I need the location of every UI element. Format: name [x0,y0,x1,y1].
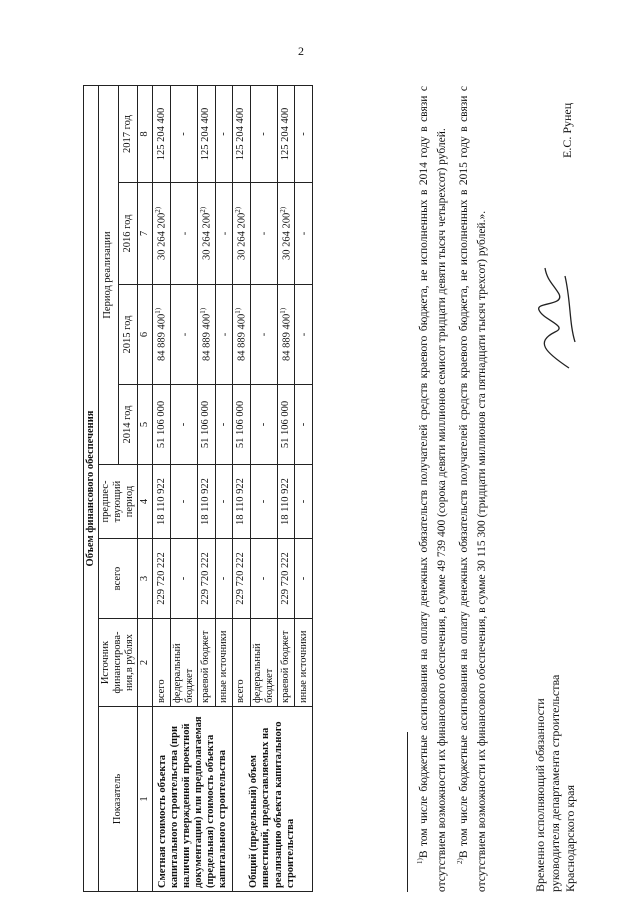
year-2015-cell [250,285,277,385]
cell-value: - [258,231,270,236]
footnote-ref: 2) [199,206,207,213]
financing-table [83,85,313,892]
table-title: Объем финансового обеспечения [84,85,99,891]
cell-value: - [217,499,229,504]
previous-period-cell [277,465,295,539]
footnote-text: В том числе бюджетные ассигнования на оплату денежных обязательств получателей средств краевого бюджета, не исполненных в 2015 году в связи с отсутствием возможности их финансового обеспечения, в сумме 30 115 300 (тридцати миллионов ста пятнадцати тысяч трехсот) рублей.». [457,86,488,892]
cell-value: иные источники [217,630,229,703]
cell-value: - [219,231,231,236]
cell-value: - [219,332,231,337]
column-number: 5 [138,385,153,465]
header-year: 2014 год [118,385,138,465]
cell-value: - [217,132,229,136]
year-2016-cell [198,183,216,285]
total-cell [233,539,251,619]
year-2015-cell [215,285,233,385]
year-2017-cell [233,85,251,182]
year-2017-cell [153,85,171,182]
cell-value: 30 264 200 [281,212,293,261]
year-2016-cell [295,183,313,285]
cell-value: 84 889 400 [156,313,168,362]
year-2015-cell [277,285,295,385]
column-number: 1 [138,707,153,892]
total-cell [295,539,313,619]
cell-value: 125 204 400 [280,107,292,161]
footnote-ref: 2) [234,206,243,213]
column-number-row [138,85,153,891]
indicator-cell: Общий (предельный) объем инвестиций, предоставляемых на реализацию объекта капитального строительства [233,707,313,892]
year-2017-cell [277,85,295,182]
cell-value: - [297,132,309,136]
footnote-1 [411,86,451,892]
total-cell [153,539,171,619]
total-cell [277,539,295,619]
cell-value: - [217,576,229,581]
header-year: 2016 год [118,183,138,285]
previous-period-cell [170,465,197,539]
source-cell [215,619,233,707]
column-number: 3 [138,539,153,619]
signatory-name: Е.С. Рунец [560,102,574,158]
year-2014-cell [198,385,216,465]
footnote-2 [451,86,491,892]
year-2015-cell [153,285,171,385]
handwritten-signature [525,262,585,372]
cell-value: 125 204 400 [235,107,247,161]
cell-value: 51 106 000 [280,400,292,449]
previous-period-cell [153,465,171,539]
cell-value: 229 720 222 [280,552,292,605]
cell-value: - [297,576,309,581]
cell-value: федеральный бюджет [251,643,275,703]
year-2017-cell [170,85,197,182]
previous-period-cell [250,465,277,539]
cell-value: 84 889 400 [201,313,213,362]
cell-value: федеральный бюджет [171,643,195,703]
cell-value: - [298,231,310,236]
source-cell [250,619,277,707]
source-cell [198,619,216,707]
source-cell [233,619,251,707]
year-2015-cell [170,285,197,385]
footnote-ref: 1) [199,307,207,314]
year-2016-cell [153,183,171,285]
cell-value: 229 720 222 [200,552,212,605]
cell-value: - [258,332,270,337]
cell-value: - [217,422,229,427]
footnotes [411,86,491,892]
footnote-ref: 1) [234,307,243,314]
year-2016-cell [215,183,233,285]
header-year: 2017 год [118,85,138,182]
cell-value: 84 889 400 [281,313,293,362]
signatory-title-line: Временно исполняющий обязанности [533,698,547,892]
year-2015-cell [233,285,251,385]
cell-value: - [177,422,189,427]
total-cell [250,539,277,619]
cell-value: - [177,499,189,504]
column-number: 8 [138,85,153,182]
source-cell [277,619,295,707]
cell-value: - [257,132,269,136]
footnote-mark: 2) [455,858,464,864]
year-2014-cell [170,385,197,465]
cell-value: 18 110 922 [235,478,247,525]
column-number: 4 [138,465,153,539]
table-title-row [84,85,99,891]
footnote-mark: 1) [416,858,424,864]
cell-value: - [297,499,309,504]
year-2016-cell [277,183,295,285]
total-cell [170,539,197,619]
header-total: всего [99,539,138,619]
cell-value: 229 720 222 [235,552,247,605]
cell-value: - [179,231,191,236]
cell-value: 18 110 922 [155,478,167,525]
previous-period-cell [233,465,251,539]
cell-value: - [298,332,310,337]
cell-value: - [257,576,269,581]
header-source: Источник финансирова-ния,в рублях [99,619,138,707]
total-cell [198,539,216,619]
cell-value: - [179,332,191,337]
footnote-ref: 1) [278,307,287,314]
signatory-title-line: Краснодарского края [563,784,577,892]
cell-value: - [177,132,189,136]
cell-value: всего [155,679,167,703]
cell-value: 51 106 000 [200,400,212,449]
cell-value: - [177,576,189,581]
year-2017-cell [250,85,277,182]
source-cell [153,619,171,707]
cell-value: - [297,422,309,427]
indicator-cell: Сметная стоимость объекта капитального строительства (при наличии утвержденной проектной документации) или предполагаемая (предельная) стоимость объекта капитального строительства [153,707,233,892]
column-number: 7 [138,183,153,285]
footnote-ref: 1) [154,307,163,314]
cell-value: 84 889 400 [236,313,248,362]
previous-period-cell [198,465,216,539]
source-cell [170,619,197,707]
year-2014-cell [215,385,233,465]
cell-value: 30 264 200 [236,212,248,261]
header-year: 2015 год [118,285,138,385]
cell-value: 125 204 400 [155,107,167,161]
year-2014-cell [277,385,295,465]
cell-value: 30 264 200 [156,212,168,261]
year-2015-cell [198,285,216,385]
footnote-divider [407,732,408,892]
year-2014-cell [295,385,313,465]
footnote-ref: 2) [278,206,287,213]
table-row [153,85,171,891]
year-2016-cell [170,183,197,285]
cell-value: 51 106 000 [235,400,247,449]
year-2016-cell [250,183,277,285]
table-header-row [99,85,119,891]
footnote-ref: 2) [154,206,163,213]
signatory-title-line: руководителя департамента строительства [548,674,562,892]
total-cell [215,539,233,619]
cell-value: всего [235,679,247,703]
cell-value: 18 110 922 [200,478,212,525]
year-2016-cell [233,183,251,285]
previous-period-cell [215,465,233,539]
source-cell [295,619,313,707]
previous-period-cell [295,465,313,539]
cell-value: 229 720 222 [155,552,167,605]
cell-value: - [257,422,269,427]
header-indicator: Показатель [99,707,138,892]
footnote-text: В том числе бюджетные ассигнования на оплату денежных обязательств получателей средств краевого бюджета, не исполненных в 2014 году в связи с отсутствием возможности их финансового обеспечения, в сумме 49 739 400 (сорока девяти миллионов семисот тридцати девяти тысяч четырехсот) рублей. [417,86,448,892]
cell-value: 125 204 400 [200,107,212,161]
year-2014-cell [233,385,251,465]
table-row [233,85,251,891]
column-number: 2 [138,619,153,707]
cell-value: 18 110 922 [280,478,292,525]
year-2014-cell [153,385,171,465]
page-number: 2 [298,44,304,58]
header-previous-period: предшес-твующий период [99,465,138,539]
year-2017-cell [198,85,216,182]
cell-value: иные источники [297,630,309,703]
year-2017-cell [295,85,313,182]
signature-block [533,675,578,892]
rotated-page-content [55,32,615,892]
year-2017-cell [215,85,233,182]
year-2014-cell [250,385,277,465]
cell-value: - [257,499,269,504]
cell-value: краевой бюджет [280,630,292,703]
cell-value: краевой бюджет [200,630,212,703]
cell-value: 51 106 000 [155,400,167,449]
cell-value: 30 264 200 [201,212,213,261]
header-implementation-period: Период реализации [99,85,119,464]
column-number: 6 [138,285,153,385]
year-2015-cell [295,285,313,385]
